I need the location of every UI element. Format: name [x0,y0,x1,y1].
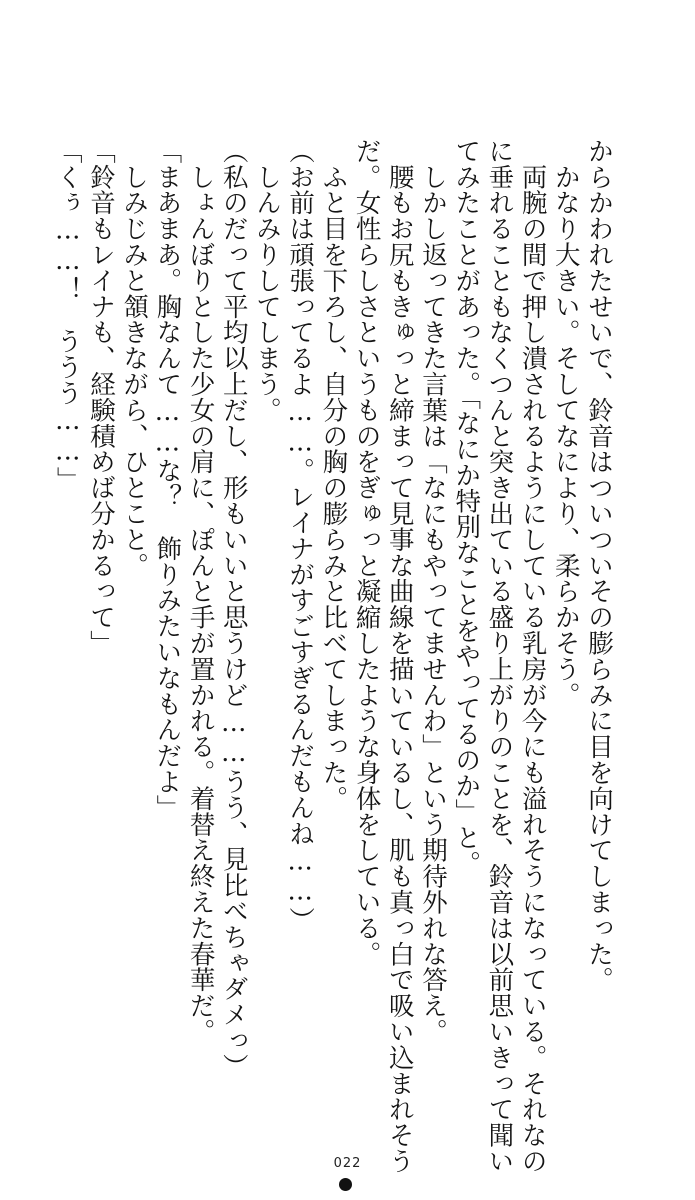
text-line: しょんぼりとした少女の肩に、ぽんと手が置かれる。着替え終えた春華だ。 [185,138,216,1045]
text-line: 腰もお尻もきゅっと締まって見事な曲線を描いているし、肌も真っ白で吸い込まれそう [384,138,415,1174]
text-line: （お前は頑張ってるよ……。レイナがすごすぎるんだもんね……） [285,138,316,933]
text-line: に垂れることもなくつんと突き出ている盛り上がりのことを、鈴音は以前思いきって聞い [484,138,515,1174]
text-line: てみたことがあった。「なにか特別なことをやってるのか」と。 [451,138,482,877]
text-line: かなり大きい。そしてなにより、柔らかそう。 [550,138,581,708]
text-line: 「鈴音もレイナも、経験積めば分かるって」 [85,138,116,656]
text-line: 「まあまあ。胸なんて……な？ 飾りみたいなもんだよ」 [152,138,183,821]
text-line: 両腕の間で押し潰されるようにしている乳房が今にも溢れそうになっている。それなの [517,138,548,1174]
page-marker-dot-icon [339,1178,352,1191]
text-line: （私のだって平均以上だし、形もいいと思うけど……うう、見比べちゃダメっ） [218,138,249,1080]
text-line: からかわれたせいで、鈴音はついついその膨らみに目を向けてしまった。 [584,138,614,993]
page-number: 022 [333,1156,362,1171]
text-line: ふと目を下ろし、自分の胸の膨らみと比べてしまった。 [318,138,349,812]
text-line: しかし返ってきた言葉は「なにもやってませんわ」という期待外れな答え。 [417,138,448,1045]
text-line: だ。女性らしさというものをぎゅっと凝縮したような身体をしている。 [351,138,382,967]
text-line: 「くぅ……！ ううう……」 [52,138,83,493]
text-line: しみじみと頷きながら、ひとこと。 [119,138,150,579]
text-line: しんみりしてしまう。 [251,138,282,423]
